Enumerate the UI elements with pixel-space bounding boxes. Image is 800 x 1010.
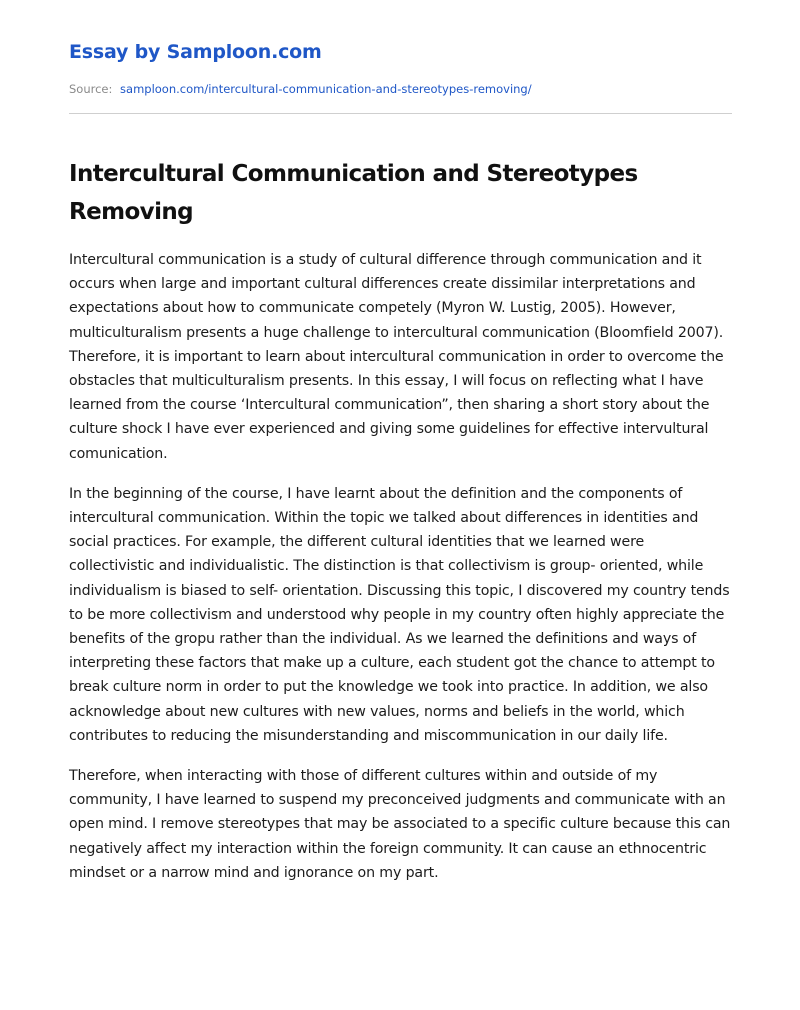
paragraph: Therefore, when interacting with those of different cultures within and outside of my community, I have learned to suspend my preconceived judgments and communicate with an open mind. I remove stereotypes that may be associated to a specific culture because this can negatively affect my interaction within the foreign community. It can cause an ethnocentric mindset or a narrow mind and ignorance on my part. [69, 768, 731, 881]
source-line [69, 82, 532, 96]
article-body [69, 248, 732, 901]
header-divider [69, 113, 732, 114]
paragraph: Intercultural communication is a study of cultural difference through communication and it occurs when large and important cultural differences create dissimilar interpretations and expectations about how to communicate competely (Myron W. Lustig, 2005). However, multiculturalism presents a huge challenge to intercultural communication (Bloomfield 2007). Therefore, it is important to learn about intercultural communication in order to overcome the obstacles that multiculturalism presents. In this essay, I will focus on reflecting what I have learned from the course ‘Intercultural communication”, then sharing a short story about the culture shock I have ever experienced and giving some guidelines for effective intervultural comunication. [69, 252, 724, 462]
site-brand[interactable]: Essay by Samploon.com [69, 41, 322, 63]
paragraph: In the beginning of the course, I have learnt about the definition and the components of intercultural communication. Within the topic we talked about differences in identities and social practices. For example, the different cultural identities that we learned were collectivistic and individualistic. The distinction is that collectivism is group- oriented, while individualism is biased to self- orientation. Discussing this topic, I discovered my country tends to be more collectivism and understood why people in my country often highly appreciate the benefits of the gropu rather than the individual. As we learned the definitions and ways of interpreting these factors that make up a culture, each student got the chance to attempt to break culture norm in order to put the knowledge we took into practice. In addition, we also acknowledge about new cultures with new values, norms and beliefs in the world, which contributes to reducing the misunderstanding and miscommunication in our daily life. [69, 485, 730, 744]
source-label: Source: [69, 82, 113, 96]
source-link[interactable]: samploon.com/intercultural-communication-and-stereotypes-removing/ [120, 82, 532, 96]
article-title: Intercultural Communication and Stereotypes Removing [69, 161, 638, 225]
